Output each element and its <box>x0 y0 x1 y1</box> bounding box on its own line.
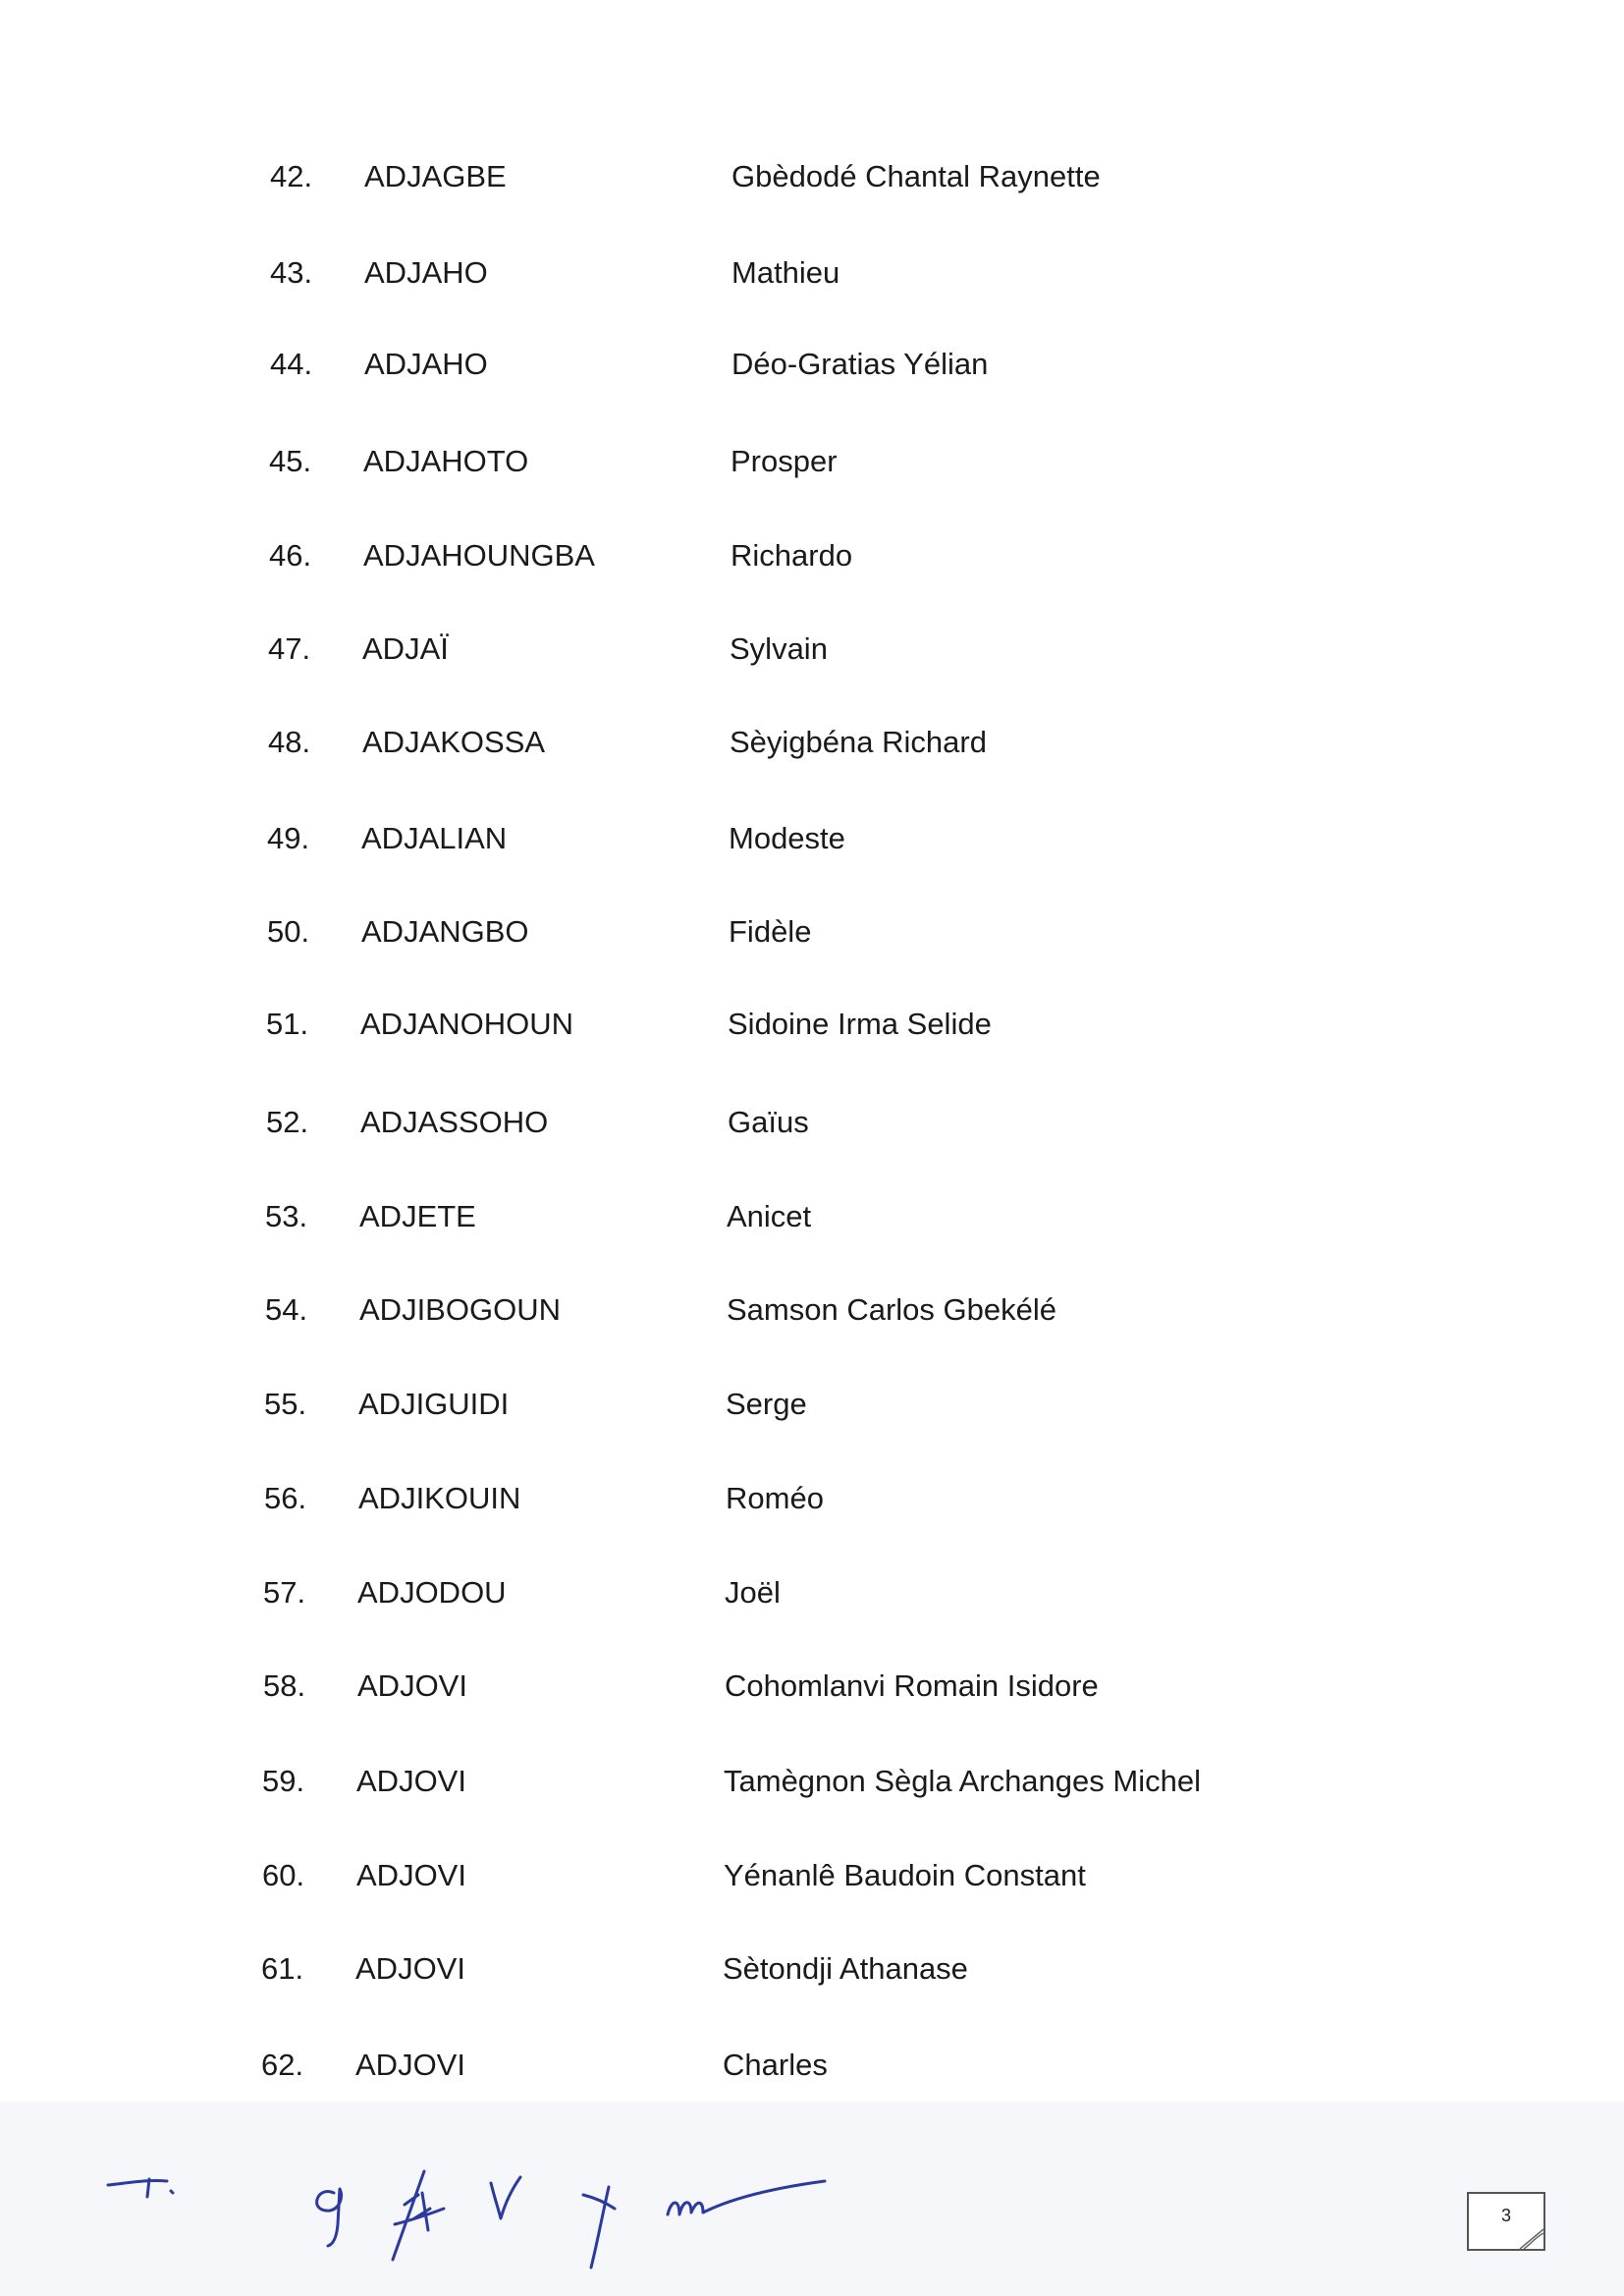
entry-surname: ADJODOU <box>357 1575 507 1610</box>
list-item <box>267 814 1543 863</box>
entry-given-names: Sètondji Athanase <box>723 1951 968 1986</box>
list-item <box>266 1098 1543 1147</box>
entry-surname: ADJAHOUNGBA <box>363 538 595 573</box>
entry-given-names: Richardo <box>731 538 853 573</box>
entry-surname: ADJAKOSSA <box>362 725 546 759</box>
entry-number: 57. <box>263 1575 306 1610</box>
signature-mark <box>668 2181 825 2214</box>
list-item <box>264 1380 1541 1429</box>
entry-surname: ADJIBOGOUN <box>359 1292 561 1327</box>
entry-number: 54. <box>265 1292 308 1327</box>
entry-given-names: Gbèdodé Chantal Raynette <box>731 159 1101 193</box>
entry-surname: ADJOVI <box>355 1951 465 1986</box>
entry-number: 50. <box>267 914 310 949</box>
list-item <box>269 437 1545 486</box>
list-item <box>262 1851 1539 1900</box>
entry-number: 45. <box>269 444 312 478</box>
entry-given-names: Cohomlanvi Romain Isidore <box>725 1668 1099 1703</box>
signature-mark <box>583 2187 615 2268</box>
list-item <box>270 340 1546 389</box>
entry-given-names: Sèyigbéna Richard <box>730 725 987 759</box>
page-curl-icon <box>1518 2227 1545 2251</box>
entry-surname: ADJOVI <box>356 1764 466 1798</box>
list-item <box>263 1568 1540 1617</box>
entry-number: 61. <box>261 1951 304 1986</box>
entry-given-names: Joël <box>725 1575 781 1610</box>
entry-surname: ADJIGUIDI <box>358 1387 510 1421</box>
entry-given-names: Tamègnon Sègla Archanges Michel <box>724 1764 1201 1798</box>
list-item <box>266 1000 1543 1049</box>
entry-number: 53. <box>265 1199 308 1233</box>
entry-given-names: Charles <box>723 2048 828 2082</box>
entry-given-names: Samson Carlos Gbekélé <box>727 1292 1056 1327</box>
list-item <box>269 531 1545 580</box>
page-number-box <box>1467 2192 1545 2251</box>
entry-given-names: Modeste <box>729 821 845 855</box>
entry-number: 52. <box>266 1105 309 1139</box>
entry-number: 48. <box>268 725 311 759</box>
entry-number: 44. <box>270 347 313 381</box>
signature-mark <box>491 2177 520 2218</box>
entry-given-names: Yénanlê Baudoin Constant <box>724 1858 1086 1892</box>
entry-given-names: Sylvain <box>730 631 828 666</box>
entry-surname: ADJAHOTO <box>363 444 529 478</box>
entry-given-names: Gaïus <box>728 1105 809 1139</box>
entry-surname: ADJOVI <box>355 2048 465 2082</box>
entry-number: 62. <box>261 2048 304 2082</box>
entry-surname: ADJIKOUIN <box>358 1481 521 1515</box>
entry-given-names: Roméo <box>726 1481 824 1515</box>
list-item <box>261 1944 1538 1994</box>
signature-mark <box>317 2189 342 2246</box>
entry-number: 58. <box>263 1668 306 1703</box>
list-item <box>270 248 1546 298</box>
entry-number: 56. <box>264 1481 307 1515</box>
list-item <box>270 152 1546 201</box>
entry-surname: ADJOVI <box>357 1668 467 1703</box>
entry-given-names: Déo-Gratias Yélian <box>731 347 989 381</box>
list-item <box>263 1662 1540 1711</box>
list-item <box>268 625 1544 674</box>
entry-number: 42. <box>270 159 313 193</box>
list-item <box>267 907 1543 957</box>
entry-surname: ADJOVI <box>356 1858 466 1892</box>
list-item <box>261 2041 1538 2090</box>
entry-surname: ADJANGBO <box>361 914 529 949</box>
entry-given-names: Fidèle <box>729 914 812 949</box>
signature-mark <box>393 2171 444 2260</box>
entry-number: 49. <box>267 821 310 855</box>
entry-number: 51. <box>266 1007 309 1041</box>
entry-surname: ADJANOHOUN <box>360 1007 574 1041</box>
page-number: 3 <box>1500 2206 1511 2225</box>
entry-given-names: Sidoine Irma Selide <box>728 1007 992 1041</box>
signature-mark <box>108 2179 173 2197</box>
entry-surname: ADJAHO <box>364 347 488 381</box>
entry-surname: ADJAÏ <box>362 631 449 666</box>
entry-number: 43. <box>270 255 313 290</box>
entry-number: 47. <box>268 631 311 666</box>
entry-surname: ADJASSOHO <box>360 1105 549 1139</box>
entry-given-names: Prosper <box>731 444 838 478</box>
entry-number: 59. <box>262 1764 305 1798</box>
entry-number: 60. <box>262 1858 305 1892</box>
list-item <box>268 718 1544 767</box>
entry-given-names: Mathieu <box>731 255 840 290</box>
entry-number: 46. <box>269 538 312 573</box>
entry-surname: ADJAHO <box>364 255 488 290</box>
list-item <box>264 1474 1541 1523</box>
entry-surname: ADJAGBE <box>364 159 507 193</box>
handwritten-initials <box>98 2165 864 2273</box>
entry-given-names: Anicet <box>727 1199 812 1233</box>
list-item <box>265 1285 1542 1335</box>
entry-surname: ADJALIAN <box>361 821 508 855</box>
entry-number: 55. <box>264 1387 307 1421</box>
entry-surname: ADJETE <box>359 1199 476 1233</box>
entry-given-names: Serge <box>726 1387 807 1421</box>
list-item <box>262 1757 1539 1806</box>
list-item <box>265 1192 1542 1241</box>
